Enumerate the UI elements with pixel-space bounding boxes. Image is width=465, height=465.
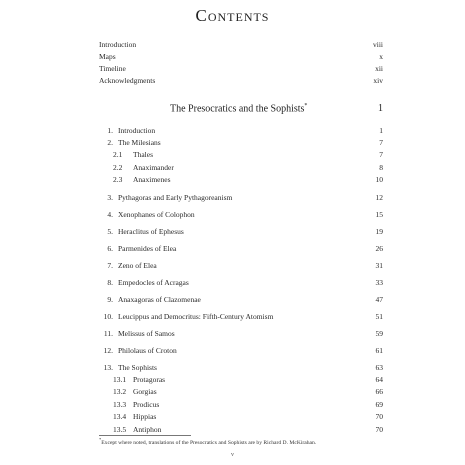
toc-entry-page: 33: [375, 277, 383, 287]
toc-entry-number: 3.: [107, 192, 113, 202]
toc-subentry-label-group: [99, 374, 165, 387]
toc-entry-label-group: [99, 311, 273, 323]
toc-entry[interactable]: [99, 311, 383, 323]
front-matter-item[interactable]: [99, 63, 383, 75]
toc-entry-page: 51: [375, 311, 383, 321]
front-matter-page: viii: [372, 40, 383, 49]
toc-entry-title: Empedocles of Acragas: [118, 277, 189, 287]
toc-entry-page: 7: [379, 138, 383, 147]
toc-entry-number: 8.: [107, 277, 113, 287]
toc-entry-title: Zeno of Elea: [118, 260, 157, 270]
toc-subentry-page: 66: [375, 387, 383, 396]
toc-subentry[interactable]: [99, 386, 383, 399]
toc-entry[interactable]: [99, 226, 383, 238]
toc-subentry-label-group: [99, 386, 157, 399]
front-matter-item[interactable]: [99, 75, 383, 87]
toc-entry[interactable]: [99, 294, 383, 306]
toc-subentry-label-group: [99, 174, 171, 187]
toc-entry[interactable]: [99, 277, 383, 289]
toc-entry-page: 63: [375, 362, 383, 372]
toc-entry-label-group: [99, 137, 161, 149]
front-matter-page: xii: [375, 64, 383, 73]
front-matter-page: xiv: [373, 76, 383, 85]
footnote-marker: *: [99, 437, 102, 442]
toc-entry[interactable]: [99, 209, 383, 221]
toc-entry-title: Melissus of Samos: [118, 328, 175, 338]
toc-entry-label-group: [99, 362, 157, 374]
toc-entry[interactable]: [99, 243, 383, 255]
toc-entry-page: 31: [375, 260, 383, 270]
part-page-number: 1: [378, 103, 383, 114]
toc-subentry-number: 2.2: [113, 162, 123, 172]
toc-subentry[interactable]: [99, 174, 383, 187]
toc-subentry[interactable]: [99, 162, 383, 175]
toc-entry[interactable]: [99, 362, 383, 374]
toc-entry-number: 2.: [107, 138, 113, 147]
toc-subentry-number: 2.1: [113, 150, 123, 159]
footnote-text: Except where noted, translations of the Presocratics and Sophists are by Richard D. McKirahan.: [101, 439, 317, 446]
toc-list: [99, 125, 383, 436]
toc-entry-label-group: [99, 209, 195, 221]
toc-entry-number: 10.: [103, 311, 113, 321]
toc-subentry-title: Protagoras: [133, 374, 166, 384]
front-matter-label: Maps: [99, 52, 116, 61]
toc-entry-number: 6.: [107, 243, 113, 253]
toc-subentry-page: 7: [379, 150, 383, 159]
toc-entry-label-group: [99, 192, 232, 204]
toc-subentry-page: 10: [375, 175, 383, 184]
toc-subentry-title: Gorgias: [133, 387, 157, 396]
toc-subentry-label-group: [99, 411, 156, 424]
toc-entry-number: 7.: [107, 260, 113, 270]
toc-subentry[interactable]: [99, 411, 383, 424]
toc-entry[interactable]: [99, 345, 383, 357]
toc-entry-page: 19: [375, 226, 383, 236]
toc-subentry-title: Thales: [133, 150, 153, 159]
toc-entry-title: The Sophists: [118, 362, 157, 372]
toc-entry-label-group: [99, 260, 157, 272]
front-matter-label: Timeline: [99, 64, 126, 73]
toc-entry-title: Philolaus of Croton: [118, 345, 177, 355]
toc-entry-label-group: [99, 345, 177, 357]
toc-entry-number: 5.: [107, 226, 113, 236]
toc-subentry-label-group: [99, 399, 159, 412]
toc-entry-title: Pythagoras and Early Pythagoreanism: [118, 192, 233, 202]
toc-entry-title: The Milesians: [118, 138, 161, 147]
toc-subentry-number: 13.4: [113, 412, 127, 421]
toc-subentry-page: 69: [375, 399, 383, 409]
toc-entry[interactable]: [99, 137, 383, 149]
toc-entry[interactable]: [99, 125, 383, 137]
toc-entry-title: Leucippus and Democritus: Fifth-Century Atomism: [118, 311, 274, 321]
toc-subentry-page: 70: [375, 412, 383, 421]
footnote-divider: [99, 435, 191, 436]
toc-subentry-number: 13.5: [113, 424, 127, 434]
toc-entry-page: 47: [375, 294, 383, 304]
toc-entry-label-group: [99, 125, 155, 137]
toc-subentry-title: Antiphon: [133, 424, 162, 434]
toc-subentry-page: 70: [375, 424, 383, 434]
toc-entry-label-group: [99, 328, 175, 340]
toc-subentry-label-group: [99, 162, 174, 175]
toc-subentry[interactable]: [99, 399, 383, 412]
toc-subentry-title: Anaximenes: [133, 175, 171, 184]
toc-entry-number: 11.: [103, 328, 113, 338]
toc-subentry-number: 2.3: [113, 175, 123, 184]
toc-subentry-number: 13.2: [113, 387, 127, 396]
toc-entry-title: Anaxagoras of Clazomenae: [118, 294, 201, 304]
toc-entry-page: 1: [379, 126, 383, 135]
part-heading[interactable]: [170, 103, 383, 114]
toc-subentry-label-group: [99, 149, 153, 162]
front-matter-page: x: [379, 52, 383, 61]
toc-entry-number: 12.: [103, 345, 113, 355]
toc-entry-number: 4.: [107, 209, 113, 219]
toc-subentry-title: Prodicus: [133, 399, 160, 409]
front-matter-label: Introduction: [99, 40, 137, 49]
part-title: The Presocratics and the Sophists: [170, 103, 305, 115]
toc-entry[interactable]: [99, 328, 383, 340]
front-matter-item[interactable]: [99, 51, 383, 63]
front-matter-list: [99, 39, 383, 87]
toc-entry[interactable]: [99, 192, 383, 204]
toc-entry-page: 26: [375, 243, 383, 253]
toc-entry-page: 59: [375, 328, 383, 338]
front-matter-item[interactable]: [99, 39, 383, 51]
toc-entry-label-group: [99, 294, 201, 306]
toc-entry[interactable]: [99, 260, 383, 272]
page-number: v: [231, 452, 234, 458]
toc-subentry-page: 64: [375, 374, 383, 384]
toc-subentry-title: Hippias: [133, 412, 157, 421]
part-heading-text: [170, 103, 307, 114]
toc-entry-number: 9.: [107, 294, 113, 304]
toc-subentry[interactable]: [99, 374, 383, 387]
toc-entry-label-group: [99, 277, 189, 289]
toc-subentry-page: 8: [379, 162, 383, 172]
toc-entry-page: 61: [375, 345, 383, 355]
toc-subentry-title: Anaximander: [133, 162, 174, 172]
page-title: Contents: [195, 6, 270, 25]
toc-entry-number: 1.: [107, 126, 113, 135]
part-footnote-marker: *: [304, 103, 308, 109]
toc-entry-title: Heraclitus of Ephesus: [118, 226, 184, 236]
toc-entry-title: Introduction: [118, 126, 156, 135]
toc-subentry-number: 13.3: [113, 399, 127, 409]
toc-entry-page: 15: [375, 209, 383, 219]
toc-entry-label-group: [99, 226, 184, 238]
toc-subentry[interactable]: [99, 149, 383, 162]
toc-entry-number: 13.: [103, 362, 113, 372]
front-matter-label: Acknowledgments: [99, 76, 156, 85]
toc-entry-title: Parmenides of Elea: [118, 243, 177, 253]
toc-subentry-number: 13.1: [113, 374, 127, 384]
toc-entry-page: 12: [375, 192, 383, 202]
toc-entry-label-group: [99, 243, 176, 255]
toc-entry-title: Xenophanes of Colophon: [118, 209, 195, 219]
footnote: [99, 437, 316, 446]
